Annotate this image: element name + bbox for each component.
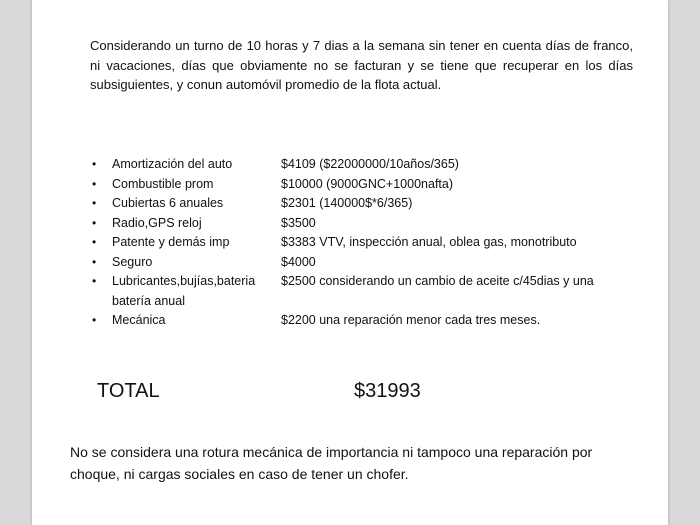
total-label: TOTAL [97,380,160,402]
list-item [92,194,652,214]
bullet-icon: • [92,274,97,288]
document-page [32,0,668,525]
intro-paragraph: Considerando un turno de 10 horas y 7 dias a la semana sin tener en cuenta días de franco, ni vacaciones, días que obviamente no se facturan y se tiene que recuperar en los días subsiguientes, y conun automóvil promedio de la flota actual. [90,38,633,92]
cost-list [92,155,652,331]
item-label: Combustible prom [112,176,214,191]
bullet-icon: • [92,215,97,230]
list-item [92,272,652,311]
list-item [92,233,652,253]
bullet-icon: • [92,196,97,210]
item-label: Lubricantes,bujías,bateria batería anual [112,274,256,308]
item-value: $3500 [281,215,316,230]
note-paragraph: No se considera una rotura mecánica de importancia ni tampoco una reparación por choque, ni cargas sociales en caso de tener un chofer. [70,444,593,482]
total-value: $31993 [354,380,421,402]
item-value: $4109 ($22000000/10años/365) [281,157,459,171]
item-value: $10000 (9000GNC+1000nafta) [281,176,454,191]
item-value: $2500 considerando un cambio de aceite c/45dias y una [281,274,594,288]
item-label: Mecánica [112,313,166,327]
item-label: Seguro [112,254,153,269]
bullet-icon: • [92,176,97,191]
item-value: $4000 [281,254,316,269]
item-label: Radio,GPS reloj [112,215,202,230]
list-item [92,175,652,195]
bullet-icon: • [92,254,97,269]
item-value: $3383 VTV, inspección anual, oblea gas, monotributo [281,235,577,249]
bullet-icon: • [92,235,97,249]
bullet-icon: • [92,157,97,171]
list-item [92,214,652,234]
item-label: Cubiertas 6 anuales [112,196,224,210]
item-label: Patente y demás imp [112,235,230,249]
item-value: $2301 (140000$*6/365) [281,196,413,210]
item-label: Amortización del auto [112,157,233,171]
item-value: $2200 una reparación menor cada tres meses. [281,313,541,327]
bullet-icon: • [92,313,97,327]
list-item [92,311,652,331]
list-item [92,155,652,175]
list-item [92,253,652,273]
